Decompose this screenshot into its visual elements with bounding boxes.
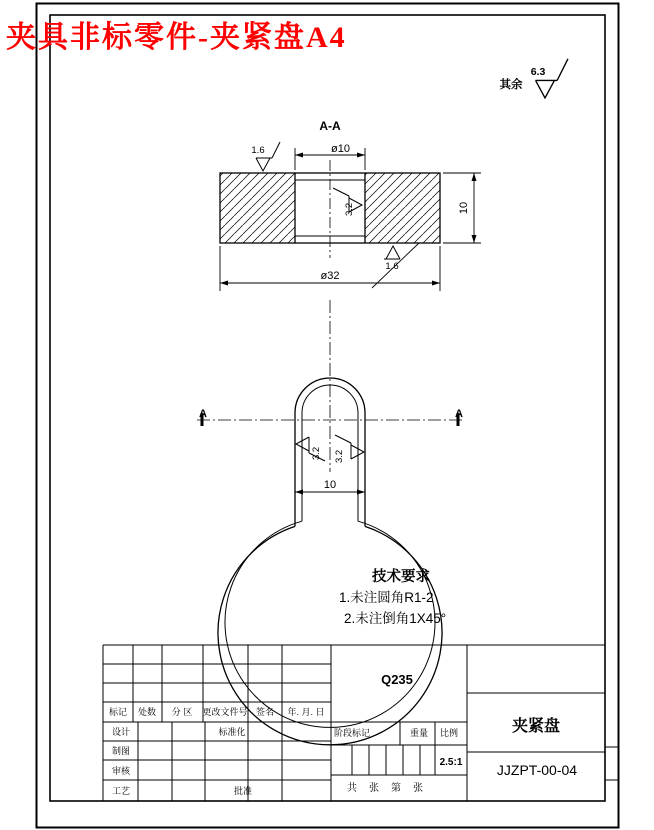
tb-scale-value: 2.5:1 <box>439 757 463 768</box>
roughness-hole-wall <box>333 188 362 216</box>
general-roughness-note <box>500 59 568 98</box>
dim-thickness <box>443 173 481 243</box>
roughness-top-face <box>251 142 280 171</box>
tb-design-label: 设计 <box>111 727 131 737</box>
hatch-left-block <box>220 173 295 243</box>
roughness-prefix-label: 其余 <box>499 79 523 91</box>
tb-weight-label: 重量 <box>409 728 429 738</box>
tb-approve-label: 批准 <box>233 786 253 796</box>
tb-draft-label: 制图 <box>111 746 131 756</box>
roughness-check-icon <box>536 59 568 98</box>
section-view <box>220 119 481 291</box>
tech-item-1: 1.未注圆角R1-2 <box>339 590 434 605</box>
tech-heading: 技术要求 <box>372 569 430 585</box>
svg-text:A: A <box>455 408 463 420</box>
section-mark-right <box>455 408 463 426</box>
dim-slot-width <box>295 479 365 495</box>
hatch-right-block <box>365 173 440 243</box>
svg-text:A: A <box>199 408 207 420</box>
title-block-labels <box>109 672 577 796</box>
roughness-bottom-face <box>372 243 419 288</box>
outer-circle <box>218 526 442 744</box>
section-label: A-A <box>319 119 341 133</box>
tb-count-label: 处数 <box>137 707 157 717</box>
tb-sheets-unit-label: 张 <box>369 783 379 794</box>
tb-sign-label: 签名 <box>255 707 275 717</box>
tb-zone-label: 分 区 <box>171 707 193 717</box>
svg-text:1.6: 1.6 <box>251 145 265 156</box>
svg-text:ø32: ø32 <box>320 270 340 282</box>
svg-text:3.2: 3.2 <box>334 449 345 463</box>
svg-text:3.2: 3.2 <box>344 202 355 216</box>
tb-check-label: 审核 <box>111 766 131 776</box>
roughness-slot-left <box>296 437 325 461</box>
svg-text:10: 10 <box>323 479 337 491</box>
tb-scale-label: 比例 <box>439 728 459 738</box>
section-mark-left <box>199 408 207 426</box>
tb-sheets-total-label: 共 <box>347 783 357 794</box>
general-roughness-value: 6.3 <box>530 66 546 78</box>
tb-drawing-number: JJZPT-00-04 <box>496 762 578 778</box>
dim-outer-dia <box>220 246 440 291</box>
tb-process-label: 工艺 <box>111 786 131 796</box>
svg-text:1.6: 1.6 <box>385 261 399 272</box>
plan-view <box>197 300 463 745</box>
tb-standard-label: 标准化 <box>218 727 246 737</box>
tb-sheet-no-label: 第 <box>391 783 401 794</box>
tech-item-2: 2.未注倒角1X45° <box>344 611 447 626</box>
tb-changedoc-label: 更改文件号 <box>202 707 248 717</box>
roughness-slot-right <box>334 435 364 463</box>
tb-mark-label: 标记 <box>108 707 128 717</box>
tech-requirements <box>339 567 446 626</box>
svg-text:3.2: 3.2 <box>311 446 322 460</box>
svg-text:10: 10 <box>458 201 470 215</box>
roughness-check-icon <box>384 246 400 259</box>
tb-stage-label: 阶段标记 <box>333 728 371 738</box>
page-title: 夹具非标零件-夹紧盘A4 <box>6 21 347 54</box>
tb-material: Q235 <box>381 672 413 687</box>
tb-date-label: 年. 月. 日 <box>287 707 325 717</box>
svg-text:ø10: ø10 <box>331 143 350 155</box>
tb-part-name: 夹紧盘 <box>511 718 561 735</box>
tb-sheet-unit-label: 张 <box>413 783 423 794</box>
